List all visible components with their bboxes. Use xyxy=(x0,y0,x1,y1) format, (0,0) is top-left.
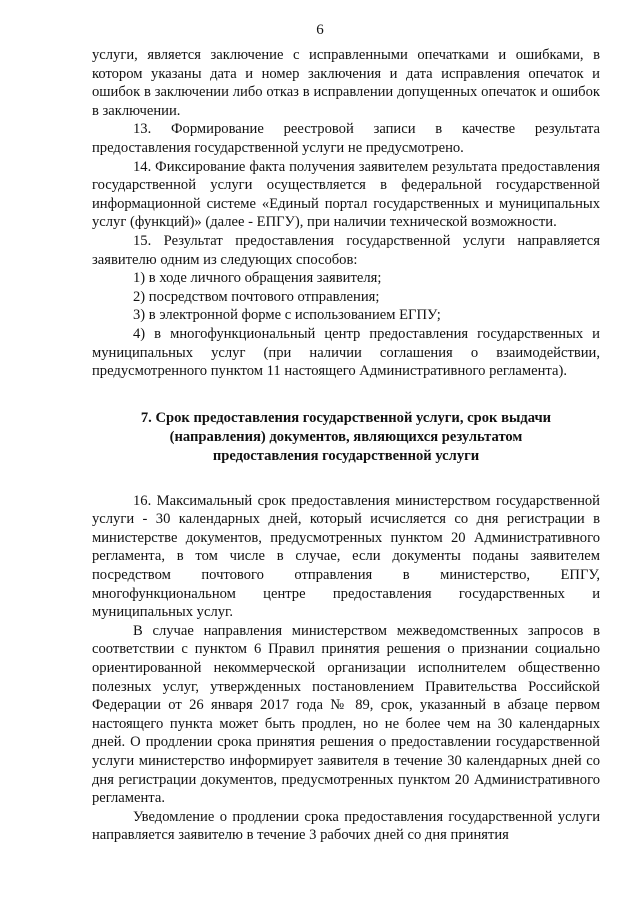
page-number: 6 xyxy=(316,22,324,38)
paragraph-15: 15. Результат предоставления государственной услуги направляется заявителю одним из следующих способов: xyxy=(92,232,600,268)
section-heading-line-2: (направления) документов, являющихся результатом xyxy=(169,428,523,445)
list-item-3: 3) в электронной форме с использованием ЕГПУ; xyxy=(133,307,441,324)
list-item-2: 2) посредством почтового отправления; xyxy=(133,288,380,305)
section-heading-line-1: 7. Срок предоставления государственной услуги, срок выдачи xyxy=(140,409,552,426)
paragraph-extension: В случае направления министерством межведомственных запросов в соответствии с пунктом 6 Правил принятия решения о признании социально ориентированной некоммерческой организации исполнителем общественно полезных услуг, утвержденных постановлением Правительства Российской Федерации от 26 января 2017 года № 89, срок, указанный в абзаце первом настоящего пункта может быть продлен, но не более чем на 30 календарных дней. О продлении срока принятия решения о предоставлении государственной услуги министерство информирует заявителя в течение 30 календарных дней со дня регистрации документов, предусмотренных пунктом 20 Административного регламента. xyxy=(92,622,600,807)
paragraph-continuation: услуги, является заключение с исправленными опечатками и ошибками, в котором указаны дата и номер заключения и дата исправления опечаток и ошибок в заключении либо отказ в исправлении допущенных опечаток и ошибок в заключении. xyxy=(92,47,600,119)
paragraph-14: 14. Фиксирование факта получения заявителем результата предоставления государственной услуги осуществляется в федеральной государственной информационной системе «Единый портал государственных и муниципальных услуг (функций)» (далее - ЕПГУ), при наличии технической возможности. xyxy=(92,158,600,231)
paragraph-13: 13. Формирование реестровой записи в качестве результата предоставления государственной услуги не предусмотрено. xyxy=(92,121,600,156)
list-item-4: 4) в многофункциональный центр предоставления государственных и муниципальных услуг (при наличии соглашения о взаимодействии, предусмотренного пунктом 11 настоящего Административного регламента). xyxy=(92,325,600,380)
section-heading xyxy=(92,409,600,466)
list-item-1: 1) в ходе личного обращения заявителя; xyxy=(133,270,382,287)
paragraph-notification: Уведомление о продлении срока предоставления государственной услуги направляется заявителю в течение 3 рабочих дней со дня принятия xyxy=(92,808,600,844)
paragraph-16: 16. Максимальный срок предоставления министерством государственной услуги - 30 календарных дней, который исчисляется со дня регистрации в министерстве документов, предусмотренных пунктом 20 Административного регламента, в том числе в случае, если документы поданы заявителем посредством почтового отправления в министерство, ЕПГУ, многофункциональном центре предоставления государственных и муниципальных услуг. xyxy=(92,492,600,621)
section-heading-line-3: предоставления государственной услуги xyxy=(212,447,480,464)
document-body xyxy=(92,46,600,845)
